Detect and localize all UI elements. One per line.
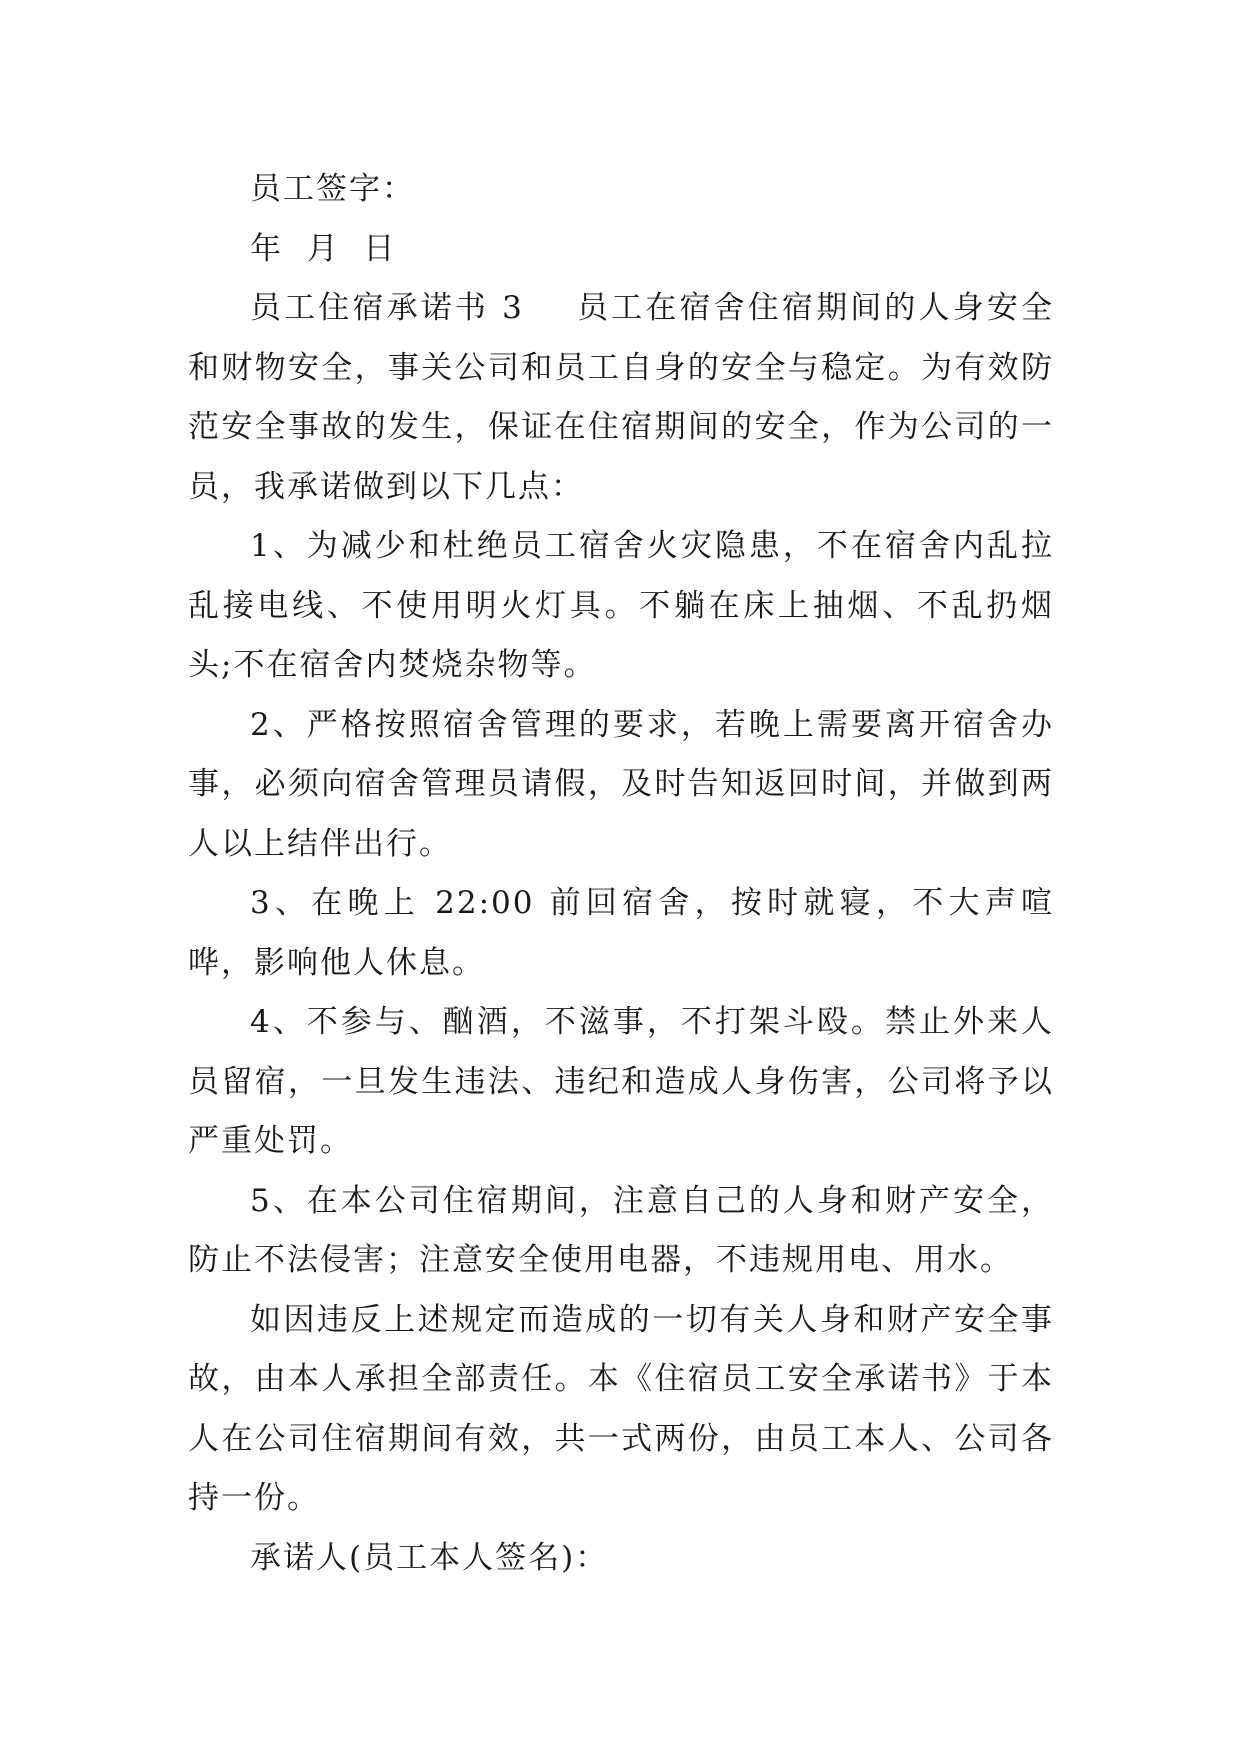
- document-body: [188, 160, 1054, 1588]
- intro-text: 员工在宿舍住宿期间的人身安全和财物安全，事关公司和员工自身的安全与稳定。为有效防范安全事故的发生，保证在住宿期间的安全，作为公司的一员，我承诺做到以下几点：: [188, 290, 1055, 505]
- date-label: 年 月 日: [250, 230, 397, 267]
- item-5: 5、在本公司住宿期间，注意自己的人身和财产安全，防止不法侵害；注意安全使用电器，不违规用电、用水。: [188, 1182, 1054, 1278]
- promisor-label: 承诺人(员工本人签名)：: [250, 1539, 609, 1576]
- signature-label: 员工签字：: [250, 171, 415, 207]
- item-3: 3、在晚上 22:00 前回宿舍，按时就寝，不大声喧哗，影响他人休息。: [188, 885, 1054, 981]
- closing-paragraph: 如因违反上述规定而造成的一切有关人身和财产安全事故，由本人承担全部责任。本《住宿员工安全承诺书》于本人在公司住宿期间有效，共一式两份，由员工本人、公司各持一份。: [188, 1301, 1054, 1516]
- item-1: 1、为减少和杜绝员工宿舍火灾隐患，不在宿舍内乱拉乱接电线、不使用明火灯具。不躺在床上抽烟、不乱扔烟头;不在宿舍内焚烧杂物等。: [188, 528, 1054, 683]
- item-4: 4、不参与、酗酒，不滋事，不打架斗殴。禁止外来人员留宿，一旦发生违法、违纪和造成人身伤害，公司将予以严重处罚。: [188, 1004, 1054, 1159]
- section-paragraph: [188, 279, 1054, 517]
- section-title: 员工住宿承诺书 3: [250, 290, 524, 326]
- item-2: 2、严格按照宿舍管理的要求，若晚上需要离开宿舍办事，必须向宿舍管理员请假，及时告知返回时间，并做到两人以上结伴出行。: [188, 706, 1054, 862]
